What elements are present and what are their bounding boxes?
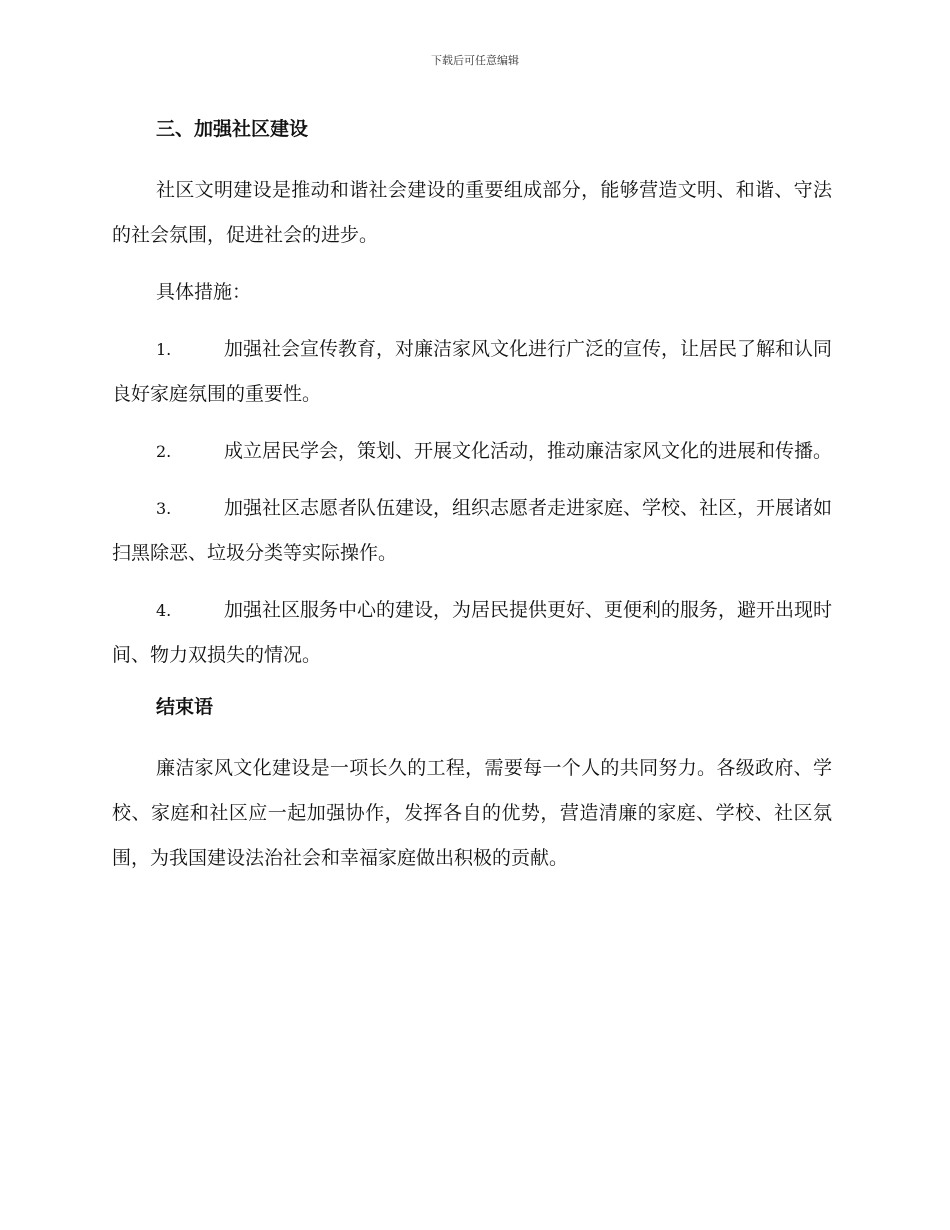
section-intro-paragraph: 社区文明建设是推动和谐社会建设的重要组成部分，能够营造文明、和谐、守法的社会氛围，促进社会的进步。: [112, 179, 832, 246]
list-item-number: 4.: [156, 601, 172, 620]
list-item-number: 3.: [156, 499, 172, 518]
list-item: [112, 588, 832, 678]
section-heading: 三、加强社区建设: [156, 118, 309, 140]
list-item: [112, 429, 832, 474]
list-item-number: 1.: [156, 340, 172, 359]
list-item: [112, 486, 832, 576]
list-item-text: 加强社区服务中心的建设，为居民提供更好、更便利的服务，避开出现时间、物力双损失的情况。: [112, 599, 833, 666]
conclusion-heading: 结束语: [156, 696, 214, 718]
list-item-text: 成立居民学会，策划、开展文化活动，推动廉洁家风文化的进展和传播。: [224, 440, 833, 462]
list-item-text: 加强社区志愿者队伍建设，组织志愿者走进家庭、学校、社区，开展诸如扫黑除恶、垃圾分类等实际操作。: [112, 497, 833, 564]
conclusion-paragraph: 廉洁家风文化建设是一项长久的工程，需要每一个人的共同努力。各级政府、学校、家庭和社区应一起加强协作，发挥各自的优势，营造清廉的家庭、学校、社区氛围，为我国建设法治社会和幸福家庭做出积极的贡献。: [112, 757, 832, 869]
measures-label: 具体措施：: [156, 281, 252, 303]
list-item: [112, 327, 832, 417]
list-item-text: 加强社会宣传教育，对廉洁家风文化进行广泛的宣传，让居民了解和认同良好家庭氛围的重要性。: [112, 338, 833, 405]
document-body: [112, 112, 832, 893]
list-item-number: 2.: [156, 442, 172, 461]
page-header: 下载后可任意编辑: [431, 54, 519, 67]
